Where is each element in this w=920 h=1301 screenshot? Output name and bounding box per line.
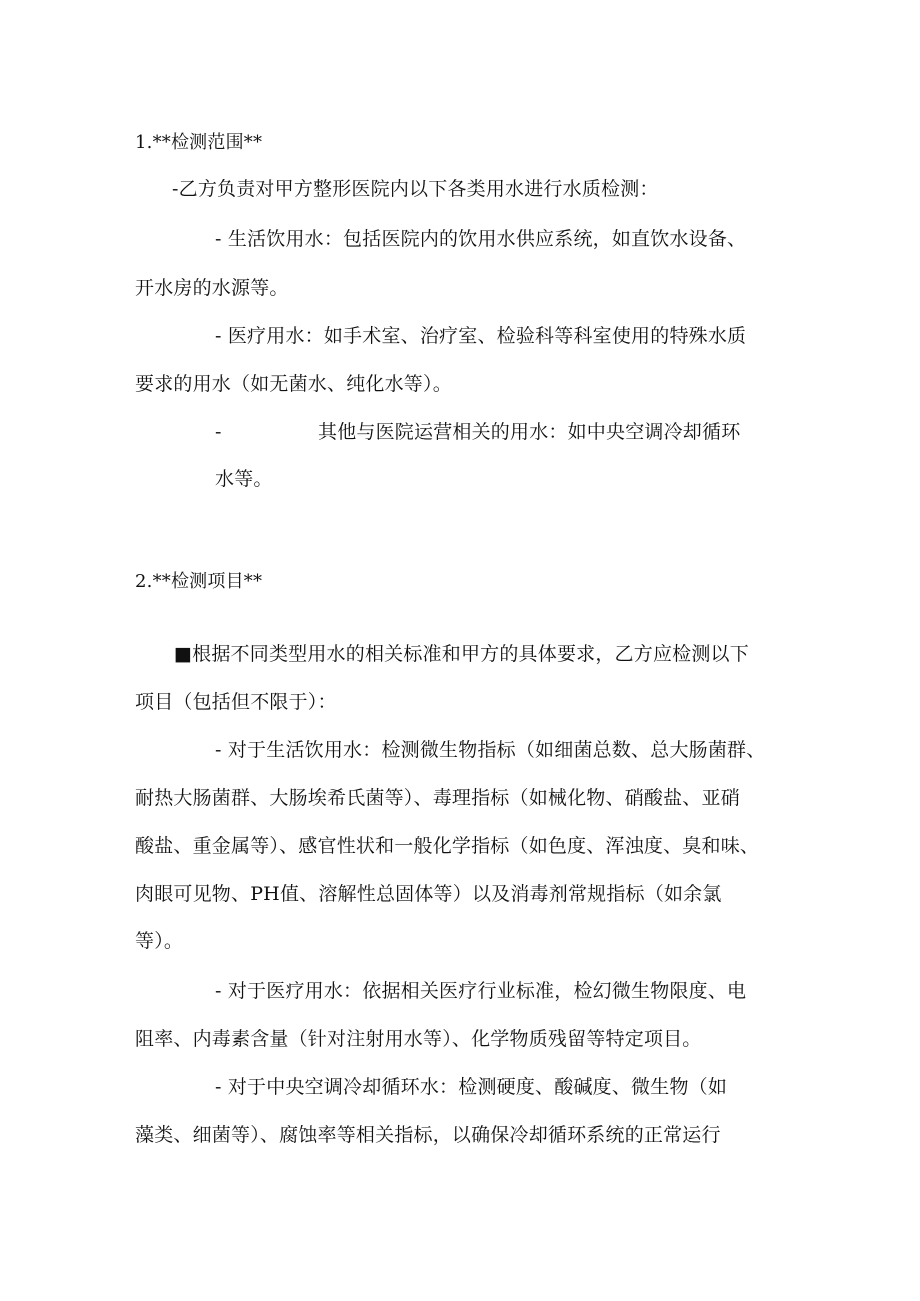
section2-intro-line1: ■根据不同类型用水的相关标准和甲方的具体要求，乙方应检测以下 [174,643,749,665]
section2-item1-line2: 耐热大肠菌群、大肠埃希氏菌等）、毒理指标（如械化物、硝酸盐、亚硝 [135,787,740,809]
section1-item1-line1: - 生活饮用水：包括医院内的饮用水供应系统，如直饮水设备、 [215,228,747,250]
section2-item1-line5: 等）。 [135,930,184,952]
section2-item2-line2: 阻率、内毒素含量（针对注射用水等）、化学物质残留等特定项目。 [135,1028,702,1050]
section2-item1-line3: 酸盐、重金属等）、感官性状和一般化学指标（如色度、浑浊度、臭和味、 [135,835,760,857]
section1-item3-line1: 其他与医院运营相关的用水：如中央空调冷却循环 [318,421,741,443]
section1-item3-dash: - [215,421,222,443]
section1-heading: 1.**检测范围** [135,132,263,153]
section2-item3-line1: - 对于中央空调冷却循环水：检测硬度、酸碱度、微生物（如 [215,1076,728,1098]
section2-intro-line2: 项目（包括但不限于）： [135,691,337,713]
section2-item3-line2: 藻类、细菌等）、腐蚀率等相关指标，以确保冷却循环系统的正常运行 [135,1124,721,1146]
section2-item2-line1: - 对于医疗用水：依据相关医疗行业标准，检幻微生物限度、电 [215,980,747,1002]
section1-item2-line2: 要求的用水（如无菌水、纯化水等）。 [135,373,452,395]
section2-heading: 2.**检测项目** [135,571,263,592]
section1-intro: -乙方负责对甲方整形医院内以下各类用水进行水质检测： [172,178,659,200]
section2-item1-line1: - 对于生活饮用水：检测微生物指标（如细菌总数、总大肠菌群、 [215,739,766,761]
section1-item1-line2: 开水房的水源等。 [135,277,289,299]
section1-item2-line1: - 医疗用水：如手术室、治疗室、检验科等科室使用的特殊水质 [215,325,747,347]
section2-item1-line4: 肉眼可见物、PH值、溶解性总固体等）以及消毒剂常规指标（如余氯 [135,883,722,905]
section1-item3-line2: 水等。 [215,468,273,490]
